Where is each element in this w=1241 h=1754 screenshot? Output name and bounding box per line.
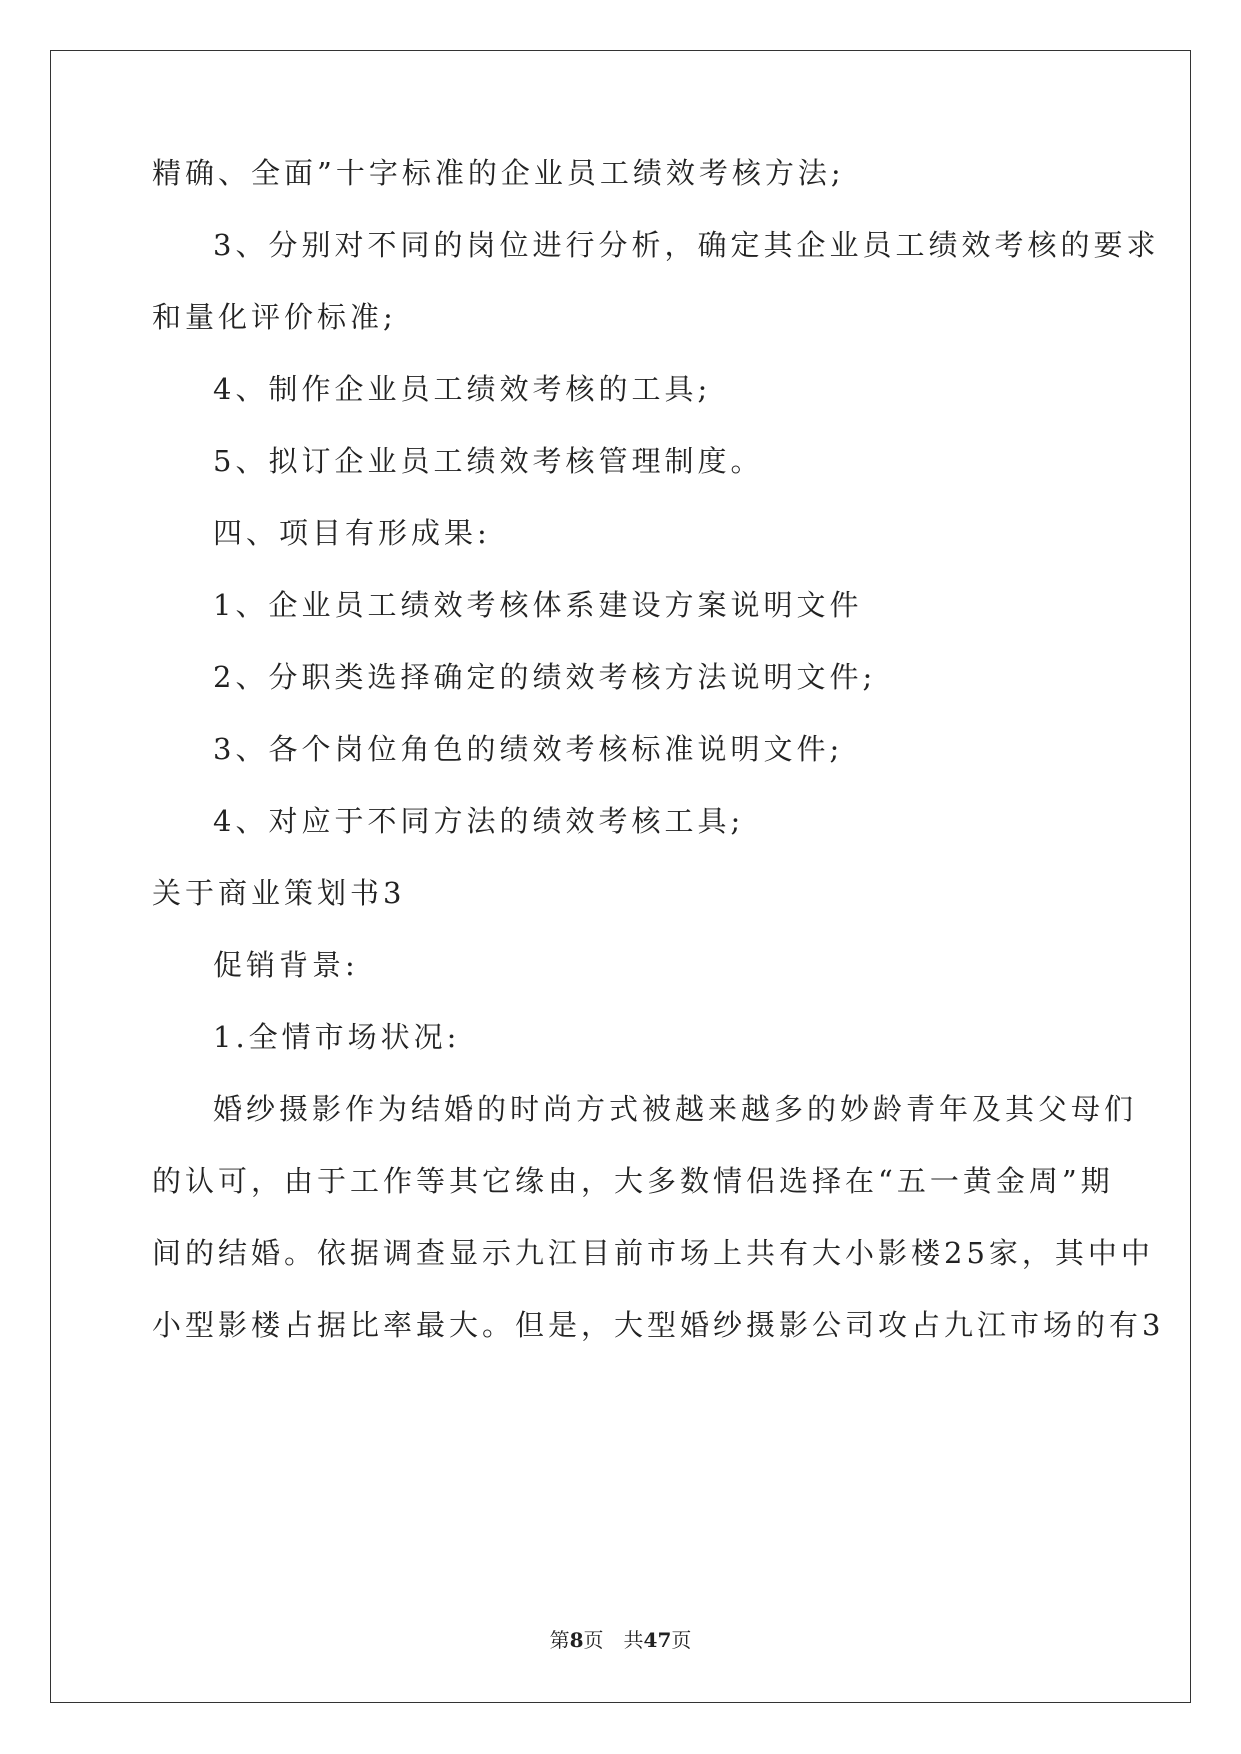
section-heading: 四、项目有形成果: (213, 516, 491, 550)
text-line-12: 促销背景: (213, 948, 359, 982)
page-number: 8 (569, 1628, 584, 1652)
text-line-3: 和量化评价标准; (152, 300, 397, 334)
total-suffix: 页 (671, 1628, 692, 1652)
page-footer (0, 1628, 1241, 1652)
text-line-15: 的认可，由于工作等其它缘由，大多数情侣选择在“五一黄金周”期 (152, 1164, 1114, 1198)
text-line-5: 5、拟订企业员工绩效考核管理制度。 (213, 444, 764, 478)
text-line-2: 3、分别对不同的岗位进行分析，确定其企业员工绩效考核的要求 (213, 228, 1160, 262)
text-line-10: 4、对应于不同方法的绩效考核工具; (213, 804, 745, 838)
total-pages: 47 (643, 1628, 672, 1652)
page-suffix: 页 (583, 1628, 604, 1652)
total-prefix: 共 (623, 1628, 644, 1652)
text-line-7: 1、企业员工绩效考核体系建设方案说明文件 (213, 588, 863, 622)
text-line-9: 3、各个岗位角色的绩效考核标准说明文件; (213, 732, 844, 766)
text-line-13: 1.全情市场状况: (213, 1020, 461, 1054)
text-line-8: 2、分职类选择确定的绩效考核方法说明文件; (213, 660, 877, 694)
text-line-4: 4、制作企业员工绩效考核的工具; (213, 372, 712, 406)
text-line-17: 小型影楼占据比率最大。但是，大型婚纱摄影公司攻占九江市场的有3 (152, 1308, 1165, 1342)
text-line-1: 精确、全面”十字标准的企业员工绩效考核方法; (152, 156, 845, 190)
page-prefix: 第 (549, 1628, 570, 1652)
document-heading: 关于商业策划书3 (152, 876, 406, 910)
text-line-14: 婚纱摄影作为结婚的时尚方式被越来越多的妙龄青年及其父母们 (213, 1092, 1138, 1126)
text-line-16: 间的结婚。依据调查显示九江目前市场上共有大小影楼25家，其中中 (152, 1236, 1154, 1270)
